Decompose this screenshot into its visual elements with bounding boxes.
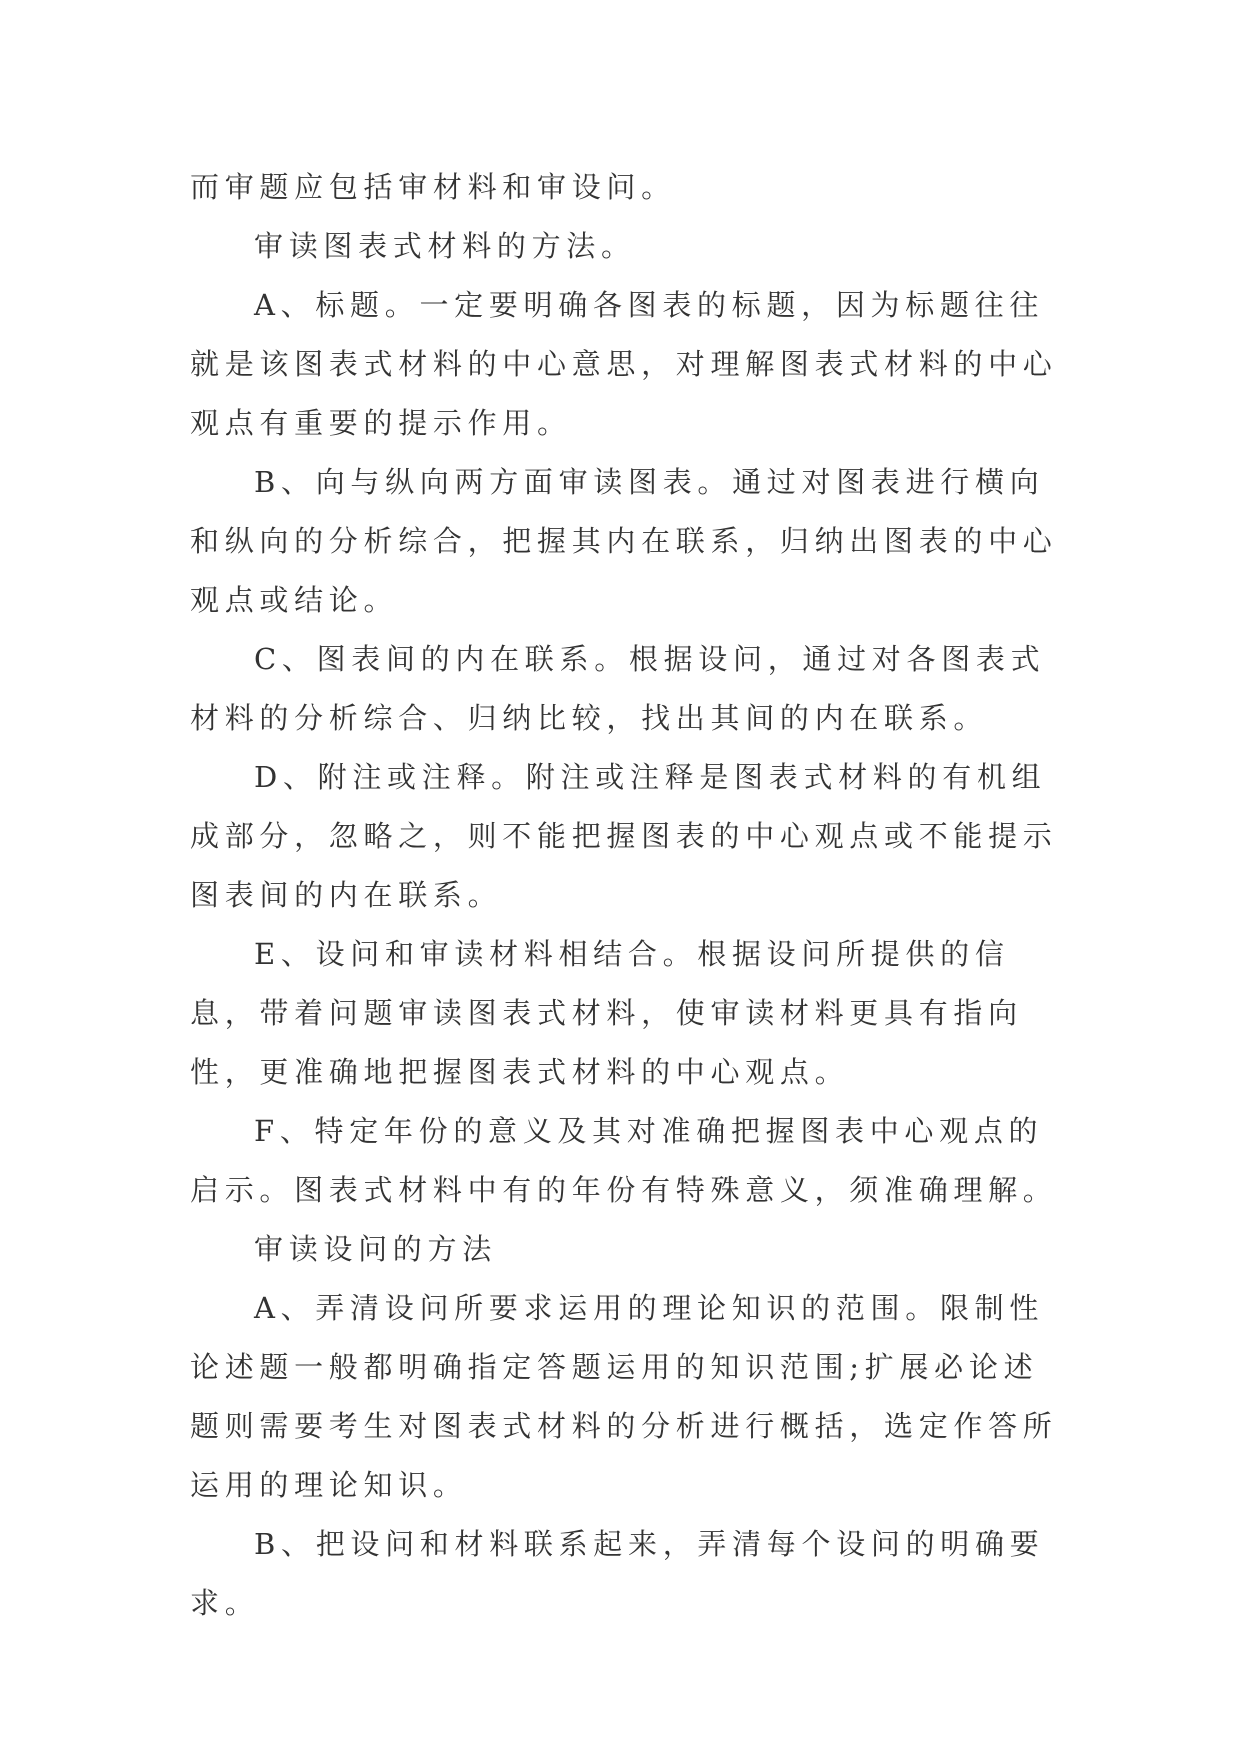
paragraph-1: 而审题应包括审材料和审设问。 [190, 170, 676, 204]
paragraph-b-direction: B、向与纵向两方面审读图表。通过对图表进行横向和纵向的分析综合，把握其内在联系，归纳出图表的中心观点或结论。 [190, 465, 1058, 617]
paragraph-e-combine: E、设问和审读材料相结合。根据设问所提供的信息，带着问题审读图表式材料，使审读材料更具有指向性，更准确地把握图表式材料的中心观点。 [190, 937, 1023, 1089]
document-body [190, 158, 1070, 1633]
paragraph-a-title: A、标题。一定要明确各图表的标题，因为标题往往就是该图表式材料的中心意思，对理解图表式材料的中心观点有重要的提示作用。 [190, 288, 1058, 440]
paragraph-d-notes: D、附注或注释。附注或注释是图表式材料的有机组成部分，忽略之，则不能把握图表的中心观点或不能提示图表间的内在联系。 [190, 760, 1058, 912]
heading-question-method: 审读设问的方法 [254, 1232, 497, 1266]
paragraph-b-link: B、把设问和材料联系起来，弄清每个设问的明确要求。 [190, 1527, 1045, 1620]
paragraph-a-scope: A、弄清设问所要求运用的理论知识的范围。限制性论述题一般都明确指定答题运用的知识范围;扩展必论述题则需要考生对图表式材料的分析进行概括，选定作答所运用的理论知识。 [190, 1291, 1058, 1502]
paragraph-c-relation: C、图表间的内在联系。根据设问，通过对各图表式材料的分析综合、归纳比较，找出其间的内在联系。 [190, 642, 1046, 735]
heading-chart-method: 审读图表式材料的方法。 [254, 229, 636, 263]
paragraph-f-year: F、特定年份的意义及其对准确把握图表中心观点的启示。图表式材料中有的年份有特殊意义，须准确理解。 [190, 1114, 1058, 1207]
